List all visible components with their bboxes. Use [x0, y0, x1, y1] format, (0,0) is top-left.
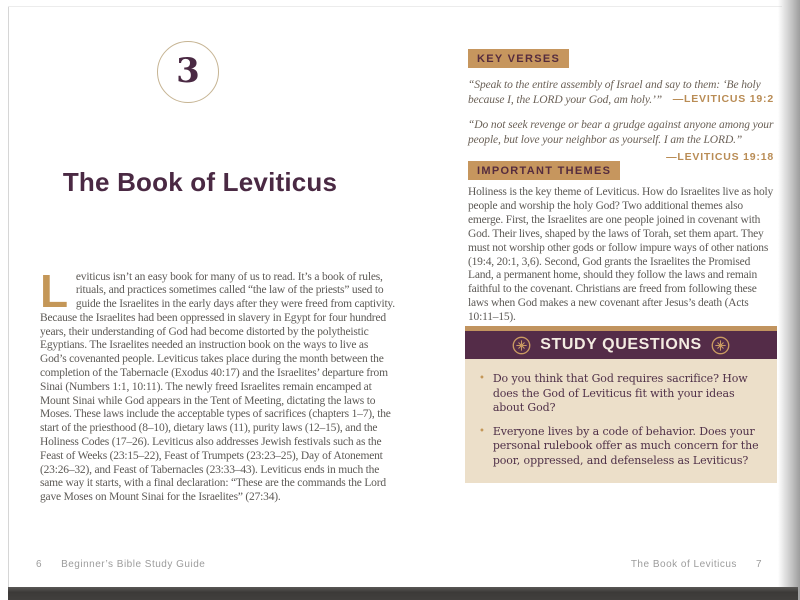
important-themes-heading: IMPORTANT THEMES	[468, 161, 620, 180]
drop-cap: L	[40, 264, 68, 317]
running-head-chapter-title: The Book of Leviticus	[630, 559, 737, 570]
footer-right	[631, 559, 762, 570]
chapter-number: 3	[176, 51, 200, 91]
page-number-right: 7	[755, 559, 762, 570]
study-question-text: Everyone lives by a code of behavior. Does your personal rulebook offer as much concern for the poor, oppressed, and defenseless as Leviticus?	[492, 424, 759, 467]
verse-text: “Do not seek revenge or bear a grudge against anyone among your people, but love your neighbor as yourself. I am the LORD.”	[468, 119, 774, 146]
verse-reference: —LEVITICUS 19:18	[666, 151, 774, 163]
study-question-item	[479, 372, 763, 416]
key-verses-heading: KEY VERSES	[468, 49, 569, 68]
verse-text: “Speak to the entire assembly of Israel and say to them: ‘Be holy because I, the LORD your God, am holy.’”	[468, 79, 761, 106]
chapter-intro-paragraph	[40, 264, 397, 506]
rosette-ornament-icon	[512, 336, 531, 355]
page-title: The Book of Leviticus	[62, 167, 338, 198]
key-verse	[468, 78, 774, 105]
study-questions-box	[465, 326, 777, 483]
bullet-icon: •	[479, 425, 485, 437]
rosette-ornament-icon	[711, 336, 730, 355]
study-question-item	[479, 425, 763, 469]
page-edge-top	[8, 6, 782, 7]
study-questions-title: STUDY QUESTIONS	[540, 336, 702, 353]
footer-left	[36, 559, 205, 570]
study-questions-body	[465, 359, 777, 483]
page-edge-left	[8, 6, 9, 588]
important-themes-paragraph: Holiness is the key theme of Leviticus. How do Israelites live as holy people and worship the holy God? Two additional themes also emerge. First, the Israelites are one people joined in covenant with God. Their lives, shaped by the laws of Torah, set them apart. They must not worship other gods or follow impure ways of other nations (19:4, 20:1, 3,6). Second, God grants the Israelites the Promised Land, a permanent home, should they follow the laws and remain faithful to the covenant. Christians are freed from following these laws when God makes a new covenant after Jesus’s death (Acts 10:11–15).	[468, 186, 774, 324]
chapter-number-circle	[157, 41, 219, 103]
running-head-book-title: Beginner’s Bible Study Guide	[61, 559, 206, 570]
verse-reference: —LEVITICUS 19:2	[672, 93, 774, 105]
study-question-text: Do you think that God requires sacrifice? How does the God of Leviticus fit with your ideas about God?	[492, 372, 748, 414]
key-verse	[468, 118, 774, 163]
bullet-icon: •	[479, 373, 485, 384]
chapter-intro-text: eviticus isn’t an easy book for many of us to read. It’s a book of rules, rituals, and practices sometimes called “the law of the priests” used to guide the Israelites in the early days after they were freed from captivity. Because the Israelites had been oppressed in slavery in Egypt for four hundred years, their understanding of God had become distorted by the polytheistic Egyptians. The Israelites needed an instruction book on the ways to live as God’s covenanted people. Leviticus takes place during the month between the completion of the Tabernacle (Exodus 40:17) and the Israelites’ departure from Sinai (Numbers 1:1, 10:11). The newly freed Israelites remain encamped at Mount Sinai while God appears in the Tent of Meeting, dictating the laws to Moses. These laws include the acceptable types of sacrifices (chapters 1–7), the start of the priesthood (8–10), dietary laws (11), purity laws (12–15), and the Holiness Codes (17–26). Leviticus also addresses Jewish festivals such as the Feast of Weeks (23:15–22), Feast of Trumpets (23:23–25), Day of Atonement (23:26–32), and Feast of Tabernacles (23:33–43). Leviticus ends in much the same way it starts, with a final declaration: “These are the commands the Lord gave Moses on Mount Sinai for the Israelites” (27:34).	[40, 270, 395, 504]
page-number-left: 6	[36, 559, 43, 570]
page-shadow-right	[778, 0, 800, 600]
page-shadow-bottom	[8, 587, 798, 600]
study-questions-header	[465, 331, 777, 359]
